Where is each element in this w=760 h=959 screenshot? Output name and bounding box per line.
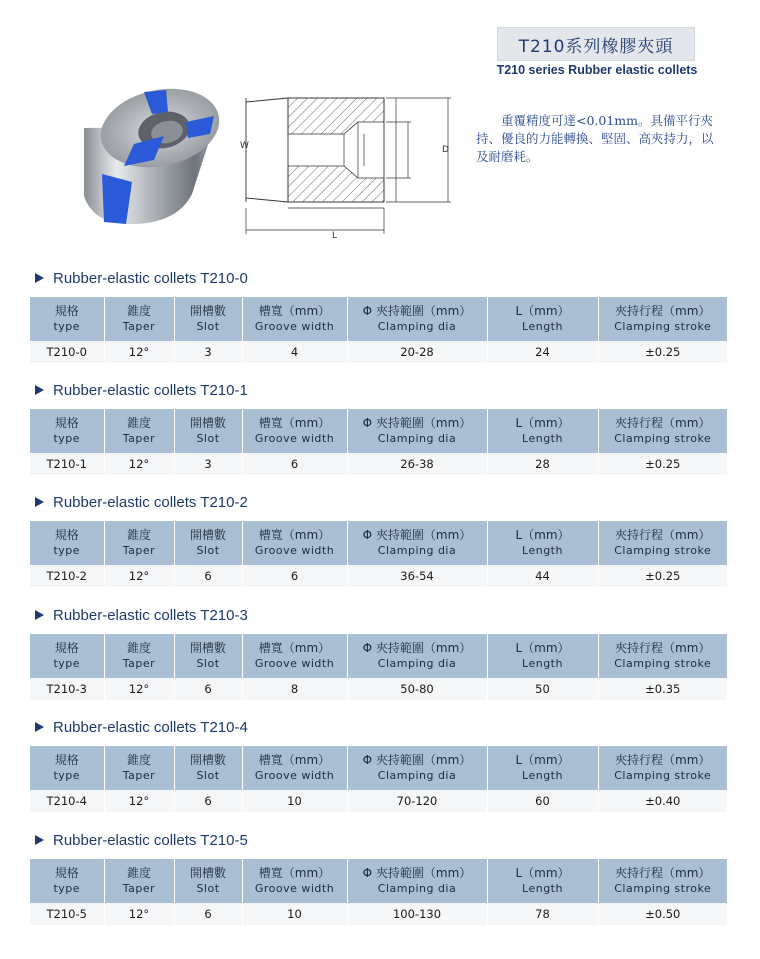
page-subtitle: T210 series Rubber elastic collets <box>496 63 698 77</box>
cell-taper: 12° <box>104 565 174 587</box>
header-length: L（mm） Length <box>487 297 598 341</box>
cell-clamping-stroke: ±0.25 <box>598 453 727 475</box>
cell-type: T210-5 <box>30 903 104 925</box>
cell-slot: 6 <box>174 903 242 925</box>
cell-type: T210-1 <box>30 453 104 475</box>
section-t210-3 <box>30 605 730 700</box>
cell-groove-width: 8 <box>242 678 347 700</box>
drawing-label-d: D <box>442 145 449 155</box>
drawing-label-l: L <box>332 231 338 241</box>
header-type: 規格 type <box>30 521 104 565</box>
triangle-bullet-icon <box>35 385 44 395</box>
header-slot: 開槽數 Slot <box>174 859 242 903</box>
cell-taper: 12° <box>104 903 174 925</box>
header-clamping-stroke: 夾持行程（mm） Clamping stroke <box>598 746 727 790</box>
header-type: 規格 type <box>30 746 104 790</box>
header-clamping-stroke: 夾持行程（mm） Clamping stroke <box>598 297 727 341</box>
spec-table <box>30 859 727 925</box>
table-row <box>30 903 727 925</box>
table-header-row <box>30 409 727 453</box>
header-clamping-stroke: 夾持行程（mm） Clamping stroke <box>598 859 727 903</box>
triangle-bullet-icon <box>35 835 44 845</box>
table-header-row <box>30 297 727 341</box>
triangle-bullet-icon <box>35 497 44 507</box>
header-slot: 開槽數 Slot <box>174 521 242 565</box>
cell-groove-width: 6 <box>242 453 347 475</box>
header-clamping-dia: Φ 夾持範圍（mm） Clamping dia <box>347 409 487 453</box>
header-type: 規格 type <box>30 297 104 341</box>
table-header-row <box>30 859 727 903</box>
spec-table <box>30 634 727 700</box>
header-clamping-stroke: 夾持行程（mm） Clamping stroke <box>598 409 727 453</box>
cell-clamping-dia: 26-38 <box>347 453 487 475</box>
header-type: 規格 type <box>30 634 104 678</box>
header-clamping-dia: Φ 夾持範圍（mm） Clamping dia <box>347 297 487 341</box>
section-t210-0 <box>30 268 730 363</box>
section-title: Rubber-elastic collets T210-0 <box>53 269 248 287</box>
table-row <box>30 678 727 700</box>
table-row <box>30 453 727 475</box>
section-title: Rubber-elastic collets T210-5 <box>53 831 248 849</box>
header-slot: 開槽數 Slot <box>174 409 242 453</box>
spec-table <box>30 409 727 475</box>
header-taper: 錐度 Taper <box>104 859 174 903</box>
cell-length: 28 <box>487 453 598 475</box>
section-heading <box>35 717 730 737</box>
cell-length: 50 <box>487 678 598 700</box>
header-type: 規格 type <box>30 409 104 453</box>
section-t210-1 <box>30 380 730 475</box>
header-groove-width: 槽寬（mm） Groove width <box>242 521 347 565</box>
cell-clamping-dia: 50-80 <box>347 678 487 700</box>
table-row <box>30 790 727 812</box>
cell-type: T210-2 <box>30 565 104 587</box>
header-clamping-dia: Φ 夾持範圍（mm） Clamping dia <box>347 634 487 678</box>
cell-type: T210-0 <box>30 341 104 363</box>
header-clamping-stroke: 夾持行程（mm） Clamping stroke <box>598 634 727 678</box>
table-header-row <box>30 521 727 565</box>
section-t210-5 <box>30 830 730 925</box>
header-taper: 錐度 Taper <box>104 634 174 678</box>
drawing-label-w: W <box>240 141 249 151</box>
triangle-bullet-icon <box>35 722 44 732</box>
cell-length: 60 <box>487 790 598 812</box>
cell-slot: 6 <box>174 565 242 587</box>
cell-clamping-dia: 20-28 <box>347 341 487 363</box>
table-row <box>30 565 727 587</box>
section-heading <box>35 268 730 288</box>
cell-taper: 12° <box>104 341 174 363</box>
cell-clamping-stroke: ±0.25 <box>598 565 727 587</box>
cell-length: 78 <box>487 903 598 925</box>
cell-clamping-stroke: ±0.35 <box>598 678 727 700</box>
header-length: L（mm） Length <box>487 521 598 565</box>
cell-clamping-dia: 70-120 <box>347 790 487 812</box>
triangle-bullet-icon <box>35 610 44 620</box>
spec-table <box>30 746 727 812</box>
section-t210-2 <box>30 492 730 587</box>
header-slot: 開槽數 Slot <box>174 297 242 341</box>
cell-type: T210-3 <box>30 678 104 700</box>
header-taper: 錐度 Taper <box>104 746 174 790</box>
header-groove-width: 槽寬（mm） Groove width <box>242 409 347 453</box>
triangle-bullet-icon <box>35 273 44 283</box>
header-groove-width: 槽寬（mm） Groove width <box>242 634 347 678</box>
cell-clamping-stroke: ±0.40 <box>598 790 727 812</box>
spec-table <box>30 297 727 363</box>
section-t210-4 <box>30 717 730 812</box>
table-header-row <box>30 746 727 790</box>
header-clamping-dia: Φ 夾持範圍（mm） Clamping dia <box>347 521 487 565</box>
header-type: 規格 type <box>30 859 104 903</box>
cell-length: 44 <box>487 565 598 587</box>
collet-photo <box>74 86 224 231</box>
cell-clamping-dia: 100-130 <box>347 903 487 925</box>
cell-clamping-dia: 36-54 <box>347 565 487 587</box>
cell-slot: 6 <box>174 678 242 700</box>
cell-clamping-stroke: ±0.25 <box>598 341 727 363</box>
section-title: Rubber-elastic collets T210-3 <box>53 606 248 624</box>
section-heading <box>35 830 730 850</box>
header-clamping-dia: Φ 夾持範圍（mm） Clamping dia <box>347 859 487 903</box>
cell-taper: 12° <box>104 790 174 812</box>
section-title: Rubber-elastic collets T210-4 <box>53 718 248 736</box>
section-title: Rubber-elastic collets T210-2 <box>53 493 248 511</box>
cell-groove-width: 4 <box>242 341 347 363</box>
header-slot: 開槽數 Slot <box>174 746 242 790</box>
page-title: T210系列橡膠夾頭 <box>518 36 674 57</box>
table-row <box>30 341 727 363</box>
cell-slot: 6 <box>174 790 242 812</box>
cell-type: T210-4 <box>30 790 104 812</box>
header-groove-width: 槽寬（mm） Groove width <box>242 859 347 903</box>
section-heading <box>35 380 730 400</box>
cell-taper: 12° <box>104 678 174 700</box>
header-length: L（mm） Length <box>487 634 598 678</box>
header-taper: 錐度 Taper <box>104 521 174 565</box>
header-length: L（mm） Length <box>487 859 598 903</box>
header-length: L（mm） Length <box>487 409 598 453</box>
cell-groove-width: 10 <box>242 903 347 925</box>
page-title-box <box>497 27 695 61</box>
header-clamping-dia: Φ 夾持範圍（mm） Clamping dia <box>347 746 487 790</box>
header-slot: 開槽數 Slot <box>174 634 242 678</box>
cell-groove-width: 6 <box>242 565 347 587</box>
cell-length: 24 <box>487 341 598 363</box>
cell-slot: 3 <box>174 341 242 363</box>
spec-table <box>30 521 727 587</box>
section-title: Rubber-elastic collets T210-1 <box>53 381 248 399</box>
header-clamping-stroke: 夾持行程（mm） Clamping stroke <box>598 521 727 565</box>
header-groove-width: 槽寬（mm） Groove width <box>242 746 347 790</box>
header-taper: 錐度 Taper <box>104 297 174 341</box>
section-heading <box>35 492 730 512</box>
cell-clamping-stroke: ±0.50 <box>598 903 727 925</box>
collet-cross-section-drawing <box>236 90 466 250</box>
cell-slot: 3 <box>174 453 242 475</box>
cell-groove-width: 10 <box>242 790 347 812</box>
header-length: L（mm） Length <box>487 746 598 790</box>
product-description: 重覆精度可達<0.01mm。具備平行夾持、優良的力能轉換、堅固、高夾持力，以及耐磨耗。 <box>476 113 714 164</box>
cell-taper: 12° <box>104 453 174 475</box>
header-taper: 錐度 Taper <box>104 409 174 453</box>
header-groove-width: 槽寬（mm） Groove width <box>242 297 347 341</box>
table-header-row <box>30 634 727 678</box>
section-heading <box>35 605 730 625</box>
